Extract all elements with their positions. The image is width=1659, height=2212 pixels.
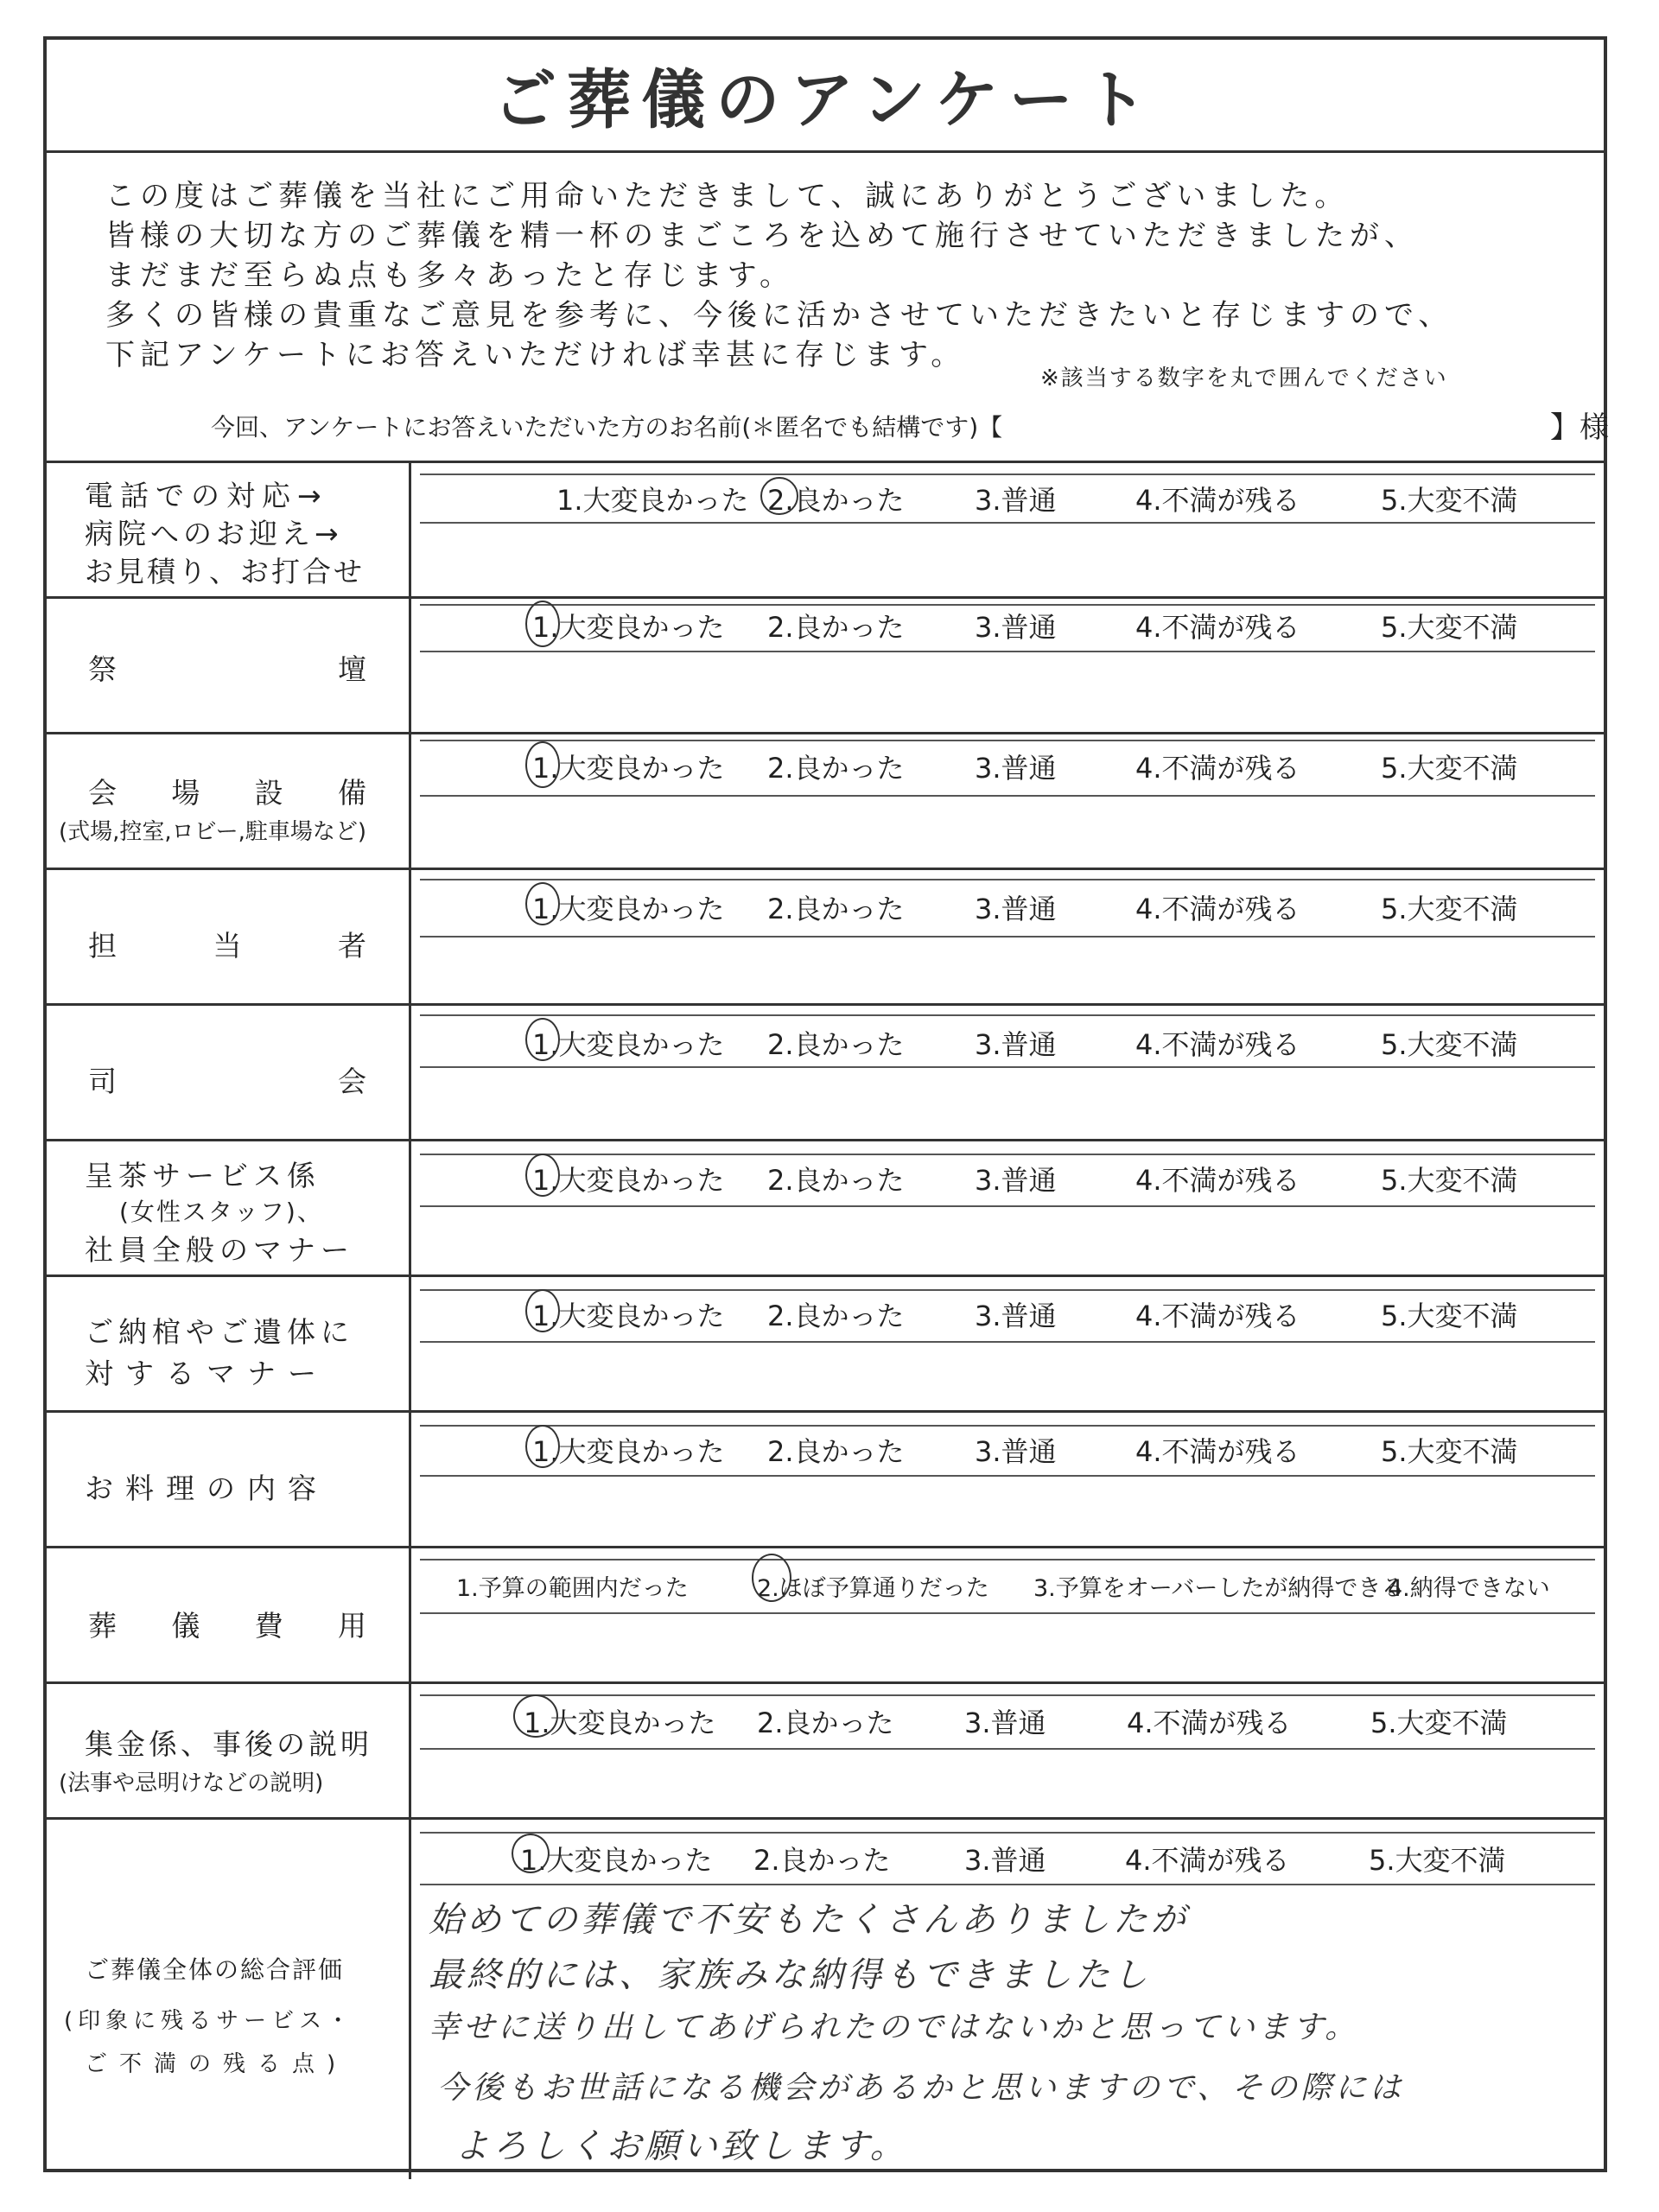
label-line: 対するマナー [85, 1357, 328, 1390]
cost-option-4[interactable]: 4.納得できない [1388, 1575, 1550, 1602]
label-line: (女性スタッフ)、 [119, 1198, 323, 1226]
option-2[interactable]: 2.良かった [767, 893, 905, 925]
intro-section [47, 153, 1609, 463]
label-sub: (法事や忌明けなどの説明) [59, 1770, 324, 1796]
option-5[interactable]: 5.大変不満 [1381, 893, 1518, 925]
divider [420, 879, 1595, 880]
table-row [47, 1820, 1604, 2179]
option-4[interactable]: 4.不満が残る [1135, 1300, 1300, 1332]
options-area [411, 1277, 1604, 1410]
label-spread [88, 1604, 366, 1644]
table-row [47, 463, 1604, 599]
option-2[interactable]: 2.良かった [767, 1300, 905, 1332]
label-sub: (式場,控室,ロビー,駐車場など) [59, 819, 367, 845]
option-2[interactable]: 2.良かった [767, 752, 905, 785]
cost-option-2[interactable]: 2.ほぼ予算通りだった [757, 1575, 989, 1602]
divider [420, 1884, 1595, 1885]
label-spread [88, 647, 366, 688]
page-title: ご葬儀のアンケート [493, 63, 1158, 137]
options-area [411, 1684, 1604, 1817]
divider [420, 1694, 1595, 1696]
divider [420, 1066, 1595, 1068]
selection-circle [525, 601, 560, 647]
intro-line: 皆様の大切な方のご葬儀を精一杯のまごころを込めて施行させていただきましたが、 [105, 219, 1419, 253]
table-row [47, 870, 1604, 1006]
option-3[interactable]: 3.普通 [975, 1300, 1057, 1332]
row-label [47, 1277, 411, 1410]
table-row [47, 1413, 1604, 1548]
row-label [47, 463, 411, 596]
option-5[interactable]: 5.大変不満 [1381, 1028, 1518, 1061]
option-1[interactable]: 1.大変良かった [520, 1844, 713, 1877]
divider [420, 1612, 1595, 1614]
divider [420, 1014, 1595, 1016]
label-char: 葬 [88, 1609, 117, 1643]
options-area [411, 734, 1604, 868]
selection-circle [525, 1425, 560, 1468]
option-3[interactable]: 3.普通 [975, 1028, 1057, 1061]
divider [420, 1205, 1595, 1207]
option-4[interactable]: 4.不満が残る [1127, 1707, 1292, 1739]
divider [420, 1341, 1595, 1343]
row-label [47, 870, 411, 1003]
option-5[interactable]: 5.大変不満 [1381, 1435, 1518, 1468]
label-line: ご葬儀全体の総合評価 [85, 1955, 345, 1984]
option-1[interactable]: 1.大変良かった [532, 752, 725, 785]
title-row [47, 40, 1604, 153]
option-5[interactable]: 5.大変不満 [1370, 1707, 1508, 1739]
option-1[interactable]: 1.大変良かった [532, 611, 725, 644]
handwritten-line: 最終的には、家族みな納得もできましたし [429, 1955, 1151, 1995]
selection-circle [525, 1289, 560, 1332]
divider [420, 1832, 1595, 1834]
label-char: 用 [337, 1609, 366, 1643]
option-5[interactable]: 5.大変不満 [1381, 1164, 1518, 1197]
row-label [47, 1820, 411, 2179]
option-5[interactable]: 5.大変不満 [1381, 752, 1518, 785]
option-3[interactable]: 3.普通 [964, 1844, 1046, 1877]
survey-sheet [43, 36, 1607, 2172]
label-line: 呈茶サービス係 [85, 1159, 321, 1192]
label-char: 場 [171, 776, 200, 810]
row-label [47, 1684, 411, 1817]
option-2[interactable]: 2.良かった [767, 1164, 905, 1197]
options-area [411, 1820, 1604, 2179]
cost-option-1[interactable]: 1.予算の範囲内だった [456, 1575, 689, 1602]
option-4[interactable]: 4.不満が残る [1135, 893, 1300, 925]
label-line: 電話での対応→ [85, 479, 328, 512]
options-area [411, 1006, 1604, 1139]
label-char: 儀 [171, 1609, 200, 1643]
option-2[interactable]: 2.良かった [757, 1707, 894, 1739]
table-row [47, 734, 1604, 870]
selection-circle [513, 1694, 558, 1738]
options-area [411, 1413, 1604, 1546]
option-3[interactable]: 3.普通 [975, 484, 1057, 517]
options-area [411, 1141, 1604, 1274]
option-2[interactable]: 2.良かった [767, 484, 905, 517]
label-line: ご不満の残る点) [85, 2051, 348, 2077]
label-spread [88, 924, 366, 964]
label-char: 設 [254, 776, 283, 810]
option-4[interactable]: 4.不満が残る [1135, 611, 1300, 644]
selection-circle [525, 741, 560, 788]
option-3[interactable]: 3.普通 [975, 893, 1057, 925]
instruction-note: ※該当する数字を丸で囲んでください [1040, 365, 1448, 391]
row-label [47, 734, 411, 868]
label-char: 備 [337, 776, 366, 810]
option-4[interactable]: 4.不満が残る [1135, 484, 1300, 517]
label-line: 社員全般のマナー [85, 1233, 354, 1267]
label-line: 集金係、事後の説明 [85, 1727, 372, 1761]
label-char: 担 [88, 929, 117, 963]
table-row [47, 1141, 1604, 1277]
intro-line: この度はご葬儀を当社にご用命いただきまして、誠にありがとうございました。 [105, 179, 1350, 213]
divider [420, 522, 1595, 524]
option-1[interactable]: 1.大変良かった [532, 1164, 725, 1197]
option-5[interactable]: 5.大変不満 [1369, 1844, 1506, 1877]
option-3[interactable]: 3.普通 [964, 1707, 1046, 1739]
table-row [47, 1277, 1604, 1413]
label-char: 当 [213, 929, 242, 963]
option-2[interactable]: 2.良かった [753, 1844, 891, 1877]
option-3[interactable]: 3.普通 [975, 752, 1057, 785]
intro-line: 多くの皆様の貴重なご意見を参考に、今後に活かさせていただきたいと存じますので、 [105, 298, 1453, 333]
divider [420, 740, 1595, 741]
label-line: お見積り、お打合せ [85, 555, 365, 588]
table-row [47, 1548, 1604, 1684]
row-label [47, 1141, 411, 1274]
selection-circle [525, 882, 560, 925]
label-char: 費 [254, 1609, 283, 1643]
option-1[interactable]: 1.大変良かった [556, 484, 749, 517]
divider [420, 936, 1595, 938]
option-3[interactable]: 3.普通 [975, 1164, 1057, 1197]
row-label [47, 1006, 411, 1139]
option-4[interactable]: 4.不満が残る [1125, 1844, 1290, 1877]
option-2[interactable]: 2.良かった [767, 611, 905, 644]
label-char: 祭 [88, 652, 117, 686]
divider [420, 1559, 1595, 1560]
option-1[interactable]: 1.大変良かった [532, 1028, 725, 1061]
option-3[interactable]: 3.普通 [975, 611, 1057, 644]
row-label [47, 1548, 411, 1681]
label-line: お料理の内容 [85, 1471, 328, 1505]
divider [420, 1748, 1595, 1750]
options-area [411, 599, 1604, 732]
table-row [47, 1684, 1604, 1820]
option-4[interactable]: 4.不満が残る [1135, 752, 1300, 785]
row-label [47, 1413, 411, 1546]
label-line: (印象に残るサービス・ [64, 2008, 355, 2034]
selection-circle [512, 1834, 550, 1873]
option-4[interactable]: 4.不満が残る [1135, 1028, 1300, 1061]
label-spread [88, 1059, 366, 1100]
option-1[interactable]: 1.大変良かった [532, 1435, 725, 1468]
option-1[interactable]: 1.大変良かった [532, 893, 725, 925]
handwritten-line: 幸せに送り出してあげられたのではないかと思っています。 [429, 2010, 1360, 2045]
divider [420, 1475, 1595, 1477]
selection-circle [525, 1018, 560, 1061]
option-1[interactable]: 1.大変良かった [524, 1707, 716, 1739]
name-prompt: 今回、アンケートにお答えいただいた方のお名前(＊匿名でも結構です)【 [211, 413, 1003, 442]
handwritten-line: 始めての葬儀で不安もたくさんありましたが [429, 1900, 1189, 1940]
option-1[interactable]: 1.大変良かった [532, 1300, 725, 1332]
selection-circle [525, 1154, 560, 1197]
label-char: 会 [88, 776, 117, 810]
option-3[interactable]: 3.普通 [975, 1435, 1057, 1468]
divider [420, 651, 1595, 652]
divider [420, 474, 1595, 475]
label-spread [88, 771, 366, 811]
option-2[interactable]: 2.良かった [767, 1435, 905, 1468]
options-area [411, 463, 1604, 596]
option-4[interactable]: 4.不満が残る [1135, 1164, 1300, 1197]
divider [420, 1425, 1595, 1427]
label-char: 司 [88, 1065, 117, 1098]
handwritten-line: 今後もお世話になる機会があるかと思いますので、その際には [437, 2070, 1405, 2106]
option-4[interactable]: 4.不満が残る [1135, 1435, 1300, 1468]
option-2[interactable]: 2.良かった [767, 1028, 905, 1061]
name-suffix: 】様 [1550, 410, 1609, 445]
table-row [47, 1006, 1604, 1141]
label-char: 会 [338, 1065, 366, 1098]
divider [420, 1289, 1595, 1291]
option-5[interactable]: 5.大変不満 [1381, 1300, 1518, 1332]
divider [420, 795, 1595, 797]
options-area [411, 870, 1604, 1003]
options-area [411, 1548, 1604, 1681]
intro-line: 下記アンケートにお答えいただければ幸甚に存じます。 [105, 338, 966, 372]
label-char: 者 [338, 929, 366, 963]
selection-circle [752, 1554, 791, 1602]
intro-line: まだまだ至らぬ点も多々あったと存じます。 [105, 258, 794, 293]
label-line: 病院へのお迎え→ [85, 517, 343, 550]
handwritten-line: よろしくお願い致します。 [454, 2126, 908, 2166]
label-line: ご納棺やご遺体に [85, 1315, 354, 1349]
divider [420, 1154, 1595, 1155]
row-label [47, 599, 411, 732]
label-char: 壇 [338, 652, 366, 686]
option-5[interactable]: 5.大変不満 [1381, 484, 1518, 517]
option-5[interactable]: 5.大変不満 [1381, 611, 1518, 644]
table-row [47, 599, 1604, 734]
selection-circle [760, 477, 798, 515]
cost-option-3[interactable]: 3.予算をオーバーしたが納得できる [1033, 1575, 1405, 1602]
